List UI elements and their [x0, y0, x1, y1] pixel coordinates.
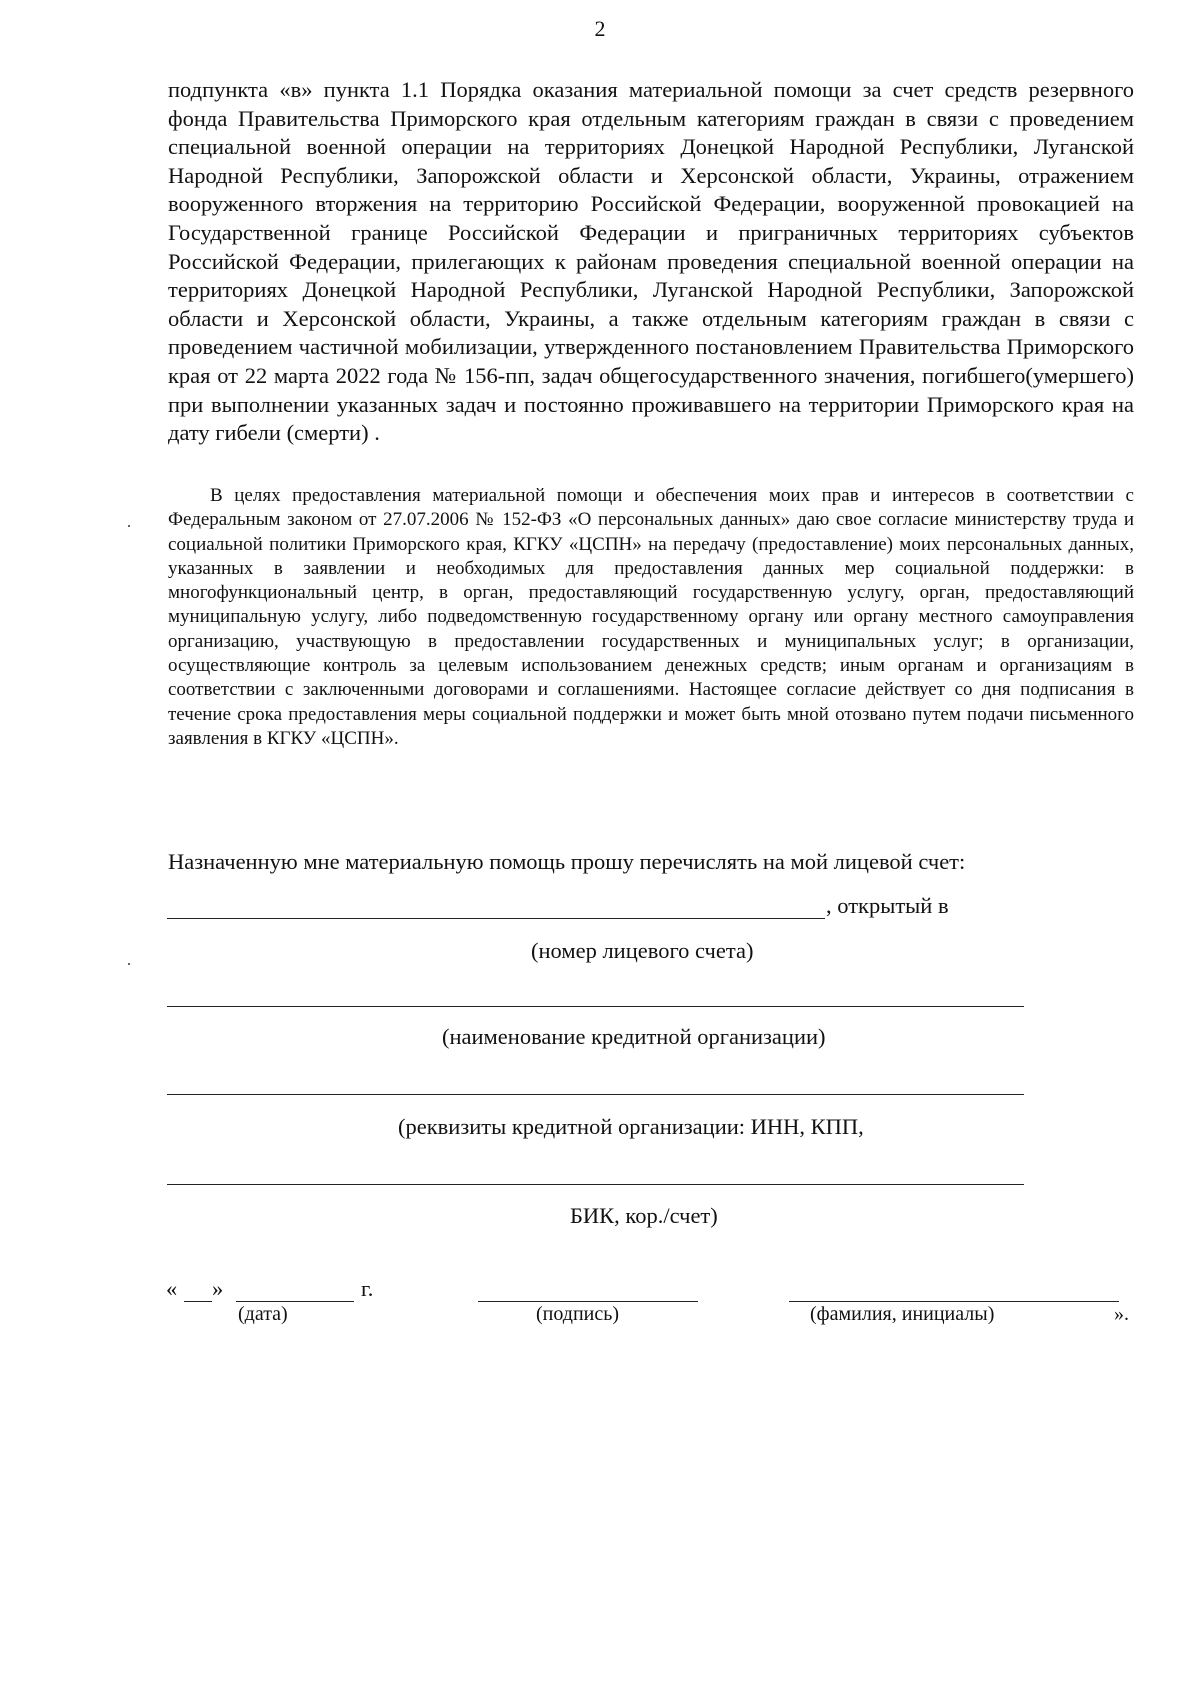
date-label: (дата): [238, 1303, 288, 1325]
bank-details-caption-2: БИК, кор./счет): [570, 1203, 718, 1228]
bank-details-line-2[interactable]: [167, 1184, 1024, 1185]
date-day-line[interactable]: [184, 1301, 212, 1302]
bank-details-caption-1: (реквизиты кредитной организации: ИНН, КПП,: [398, 1114, 864, 1139]
signature-label: (подпись): [536, 1303, 620, 1325]
bank-details-line-1[interactable]: [167, 1094, 1024, 1095]
paragraph-continuation: подпункта «в» пункта 1.1 Порядка оказания материальной помощи за счет средств резервного фонда Правительства Приморского края отдельным категориям граждан в связи с проведением специальной военной операции на территориях Донецкой Народной Республики, Луганской Народной Республики, Запорожской области и Херсонской области, Украины, отражением вооруженного вторжения на территорию Российской Федерации, вооруженной провокацией на Государственной границе Российской Федерации и приграничных территориях субъектов Российской Федерации, прилегающих к районам проведения специальной военной операции на территориях Донецкой Народной Республики, Луганской Народной Республики, Запорожской области и Херсонской области, Украины, а также отдельным категориям граждан в связи с проведением частичной мобилизации, утвержденного постановлением Правительства Приморского края от 22 марта 2022 года № 156-пп, задач общегосударственного значения, погибшего(умершего) при выполнении указанных задач и постоянно проживавшего на территории Приморского края на дату гибели (смерти) .: [168, 77, 1134, 446]
scan-speck: [128, 963, 130, 965]
year-suffix: г.: [361, 1276, 374, 1301]
account-number-line[interactable]: [167, 918, 825, 919]
signature-line[interactable]: [478, 1301, 698, 1302]
opened-in-text: , открытый в: [826, 893, 949, 918]
closing-quote: ».: [1114, 1303, 1129, 1325]
name-line[interactable]: [789, 1301, 1119, 1302]
personal-data-consent-paragraph: В целях предоставления материальной помощи и обеспечения моих прав и интересов в соответствии с Федеральным законом от 27.07.2006 № 152-ФЗ «О персональных данных» даю свое согласие министерству труда и социальной политики Приморского края, КГКУ «ЦСПН» на передачу (предоставление) моих персональных данных, указанных в заявлении и необходимых для предоставления данных мер социальной поддержки: в многофункциональный центр, в орган, предоставляющий государственную услугу, орган, предоставляющий муниципальную услугу, либо подведомственную государственному органу или органу местного самоуправления организацию, участвующую в предоставлении государственных и муниципальных услуг; в организации, осуществляющие контроль за целевым использованием денежных средств; иным органам и организациям в соответствии с заключенными договорами и соглашениями. Настоящее согласие действует со дня подписания в течение срока предоставления меры социальной поддержки и может быть мной отозвано путем подачи письменного заявления в КГКУ «ЦСПН».: [168, 485, 1134, 749]
bank-name-caption: (наименование кредитной организации): [442, 1024, 826, 1049]
account-request-paragraph: Назначенную мне материальную помощь прошу перечислять на мой лицевой счет:: [168, 849, 966, 874]
date-quote-close: »: [212, 1276, 224, 1301]
account-number-caption: (номер лицевого счета): [531, 938, 754, 963]
scan-speck: [128, 525, 130, 527]
name-label: (фамилия, инициалы): [810, 1303, 995, 1325]
date-month-line[interactable]: [236, 1301, 354, 1302]
bank-name-line[interactable]: [167, 1006, 1024, 1007]
page-number: 2: [594, 16, 606, 41]
date-quote-open: «: [166, 1276, 178, 1301]
